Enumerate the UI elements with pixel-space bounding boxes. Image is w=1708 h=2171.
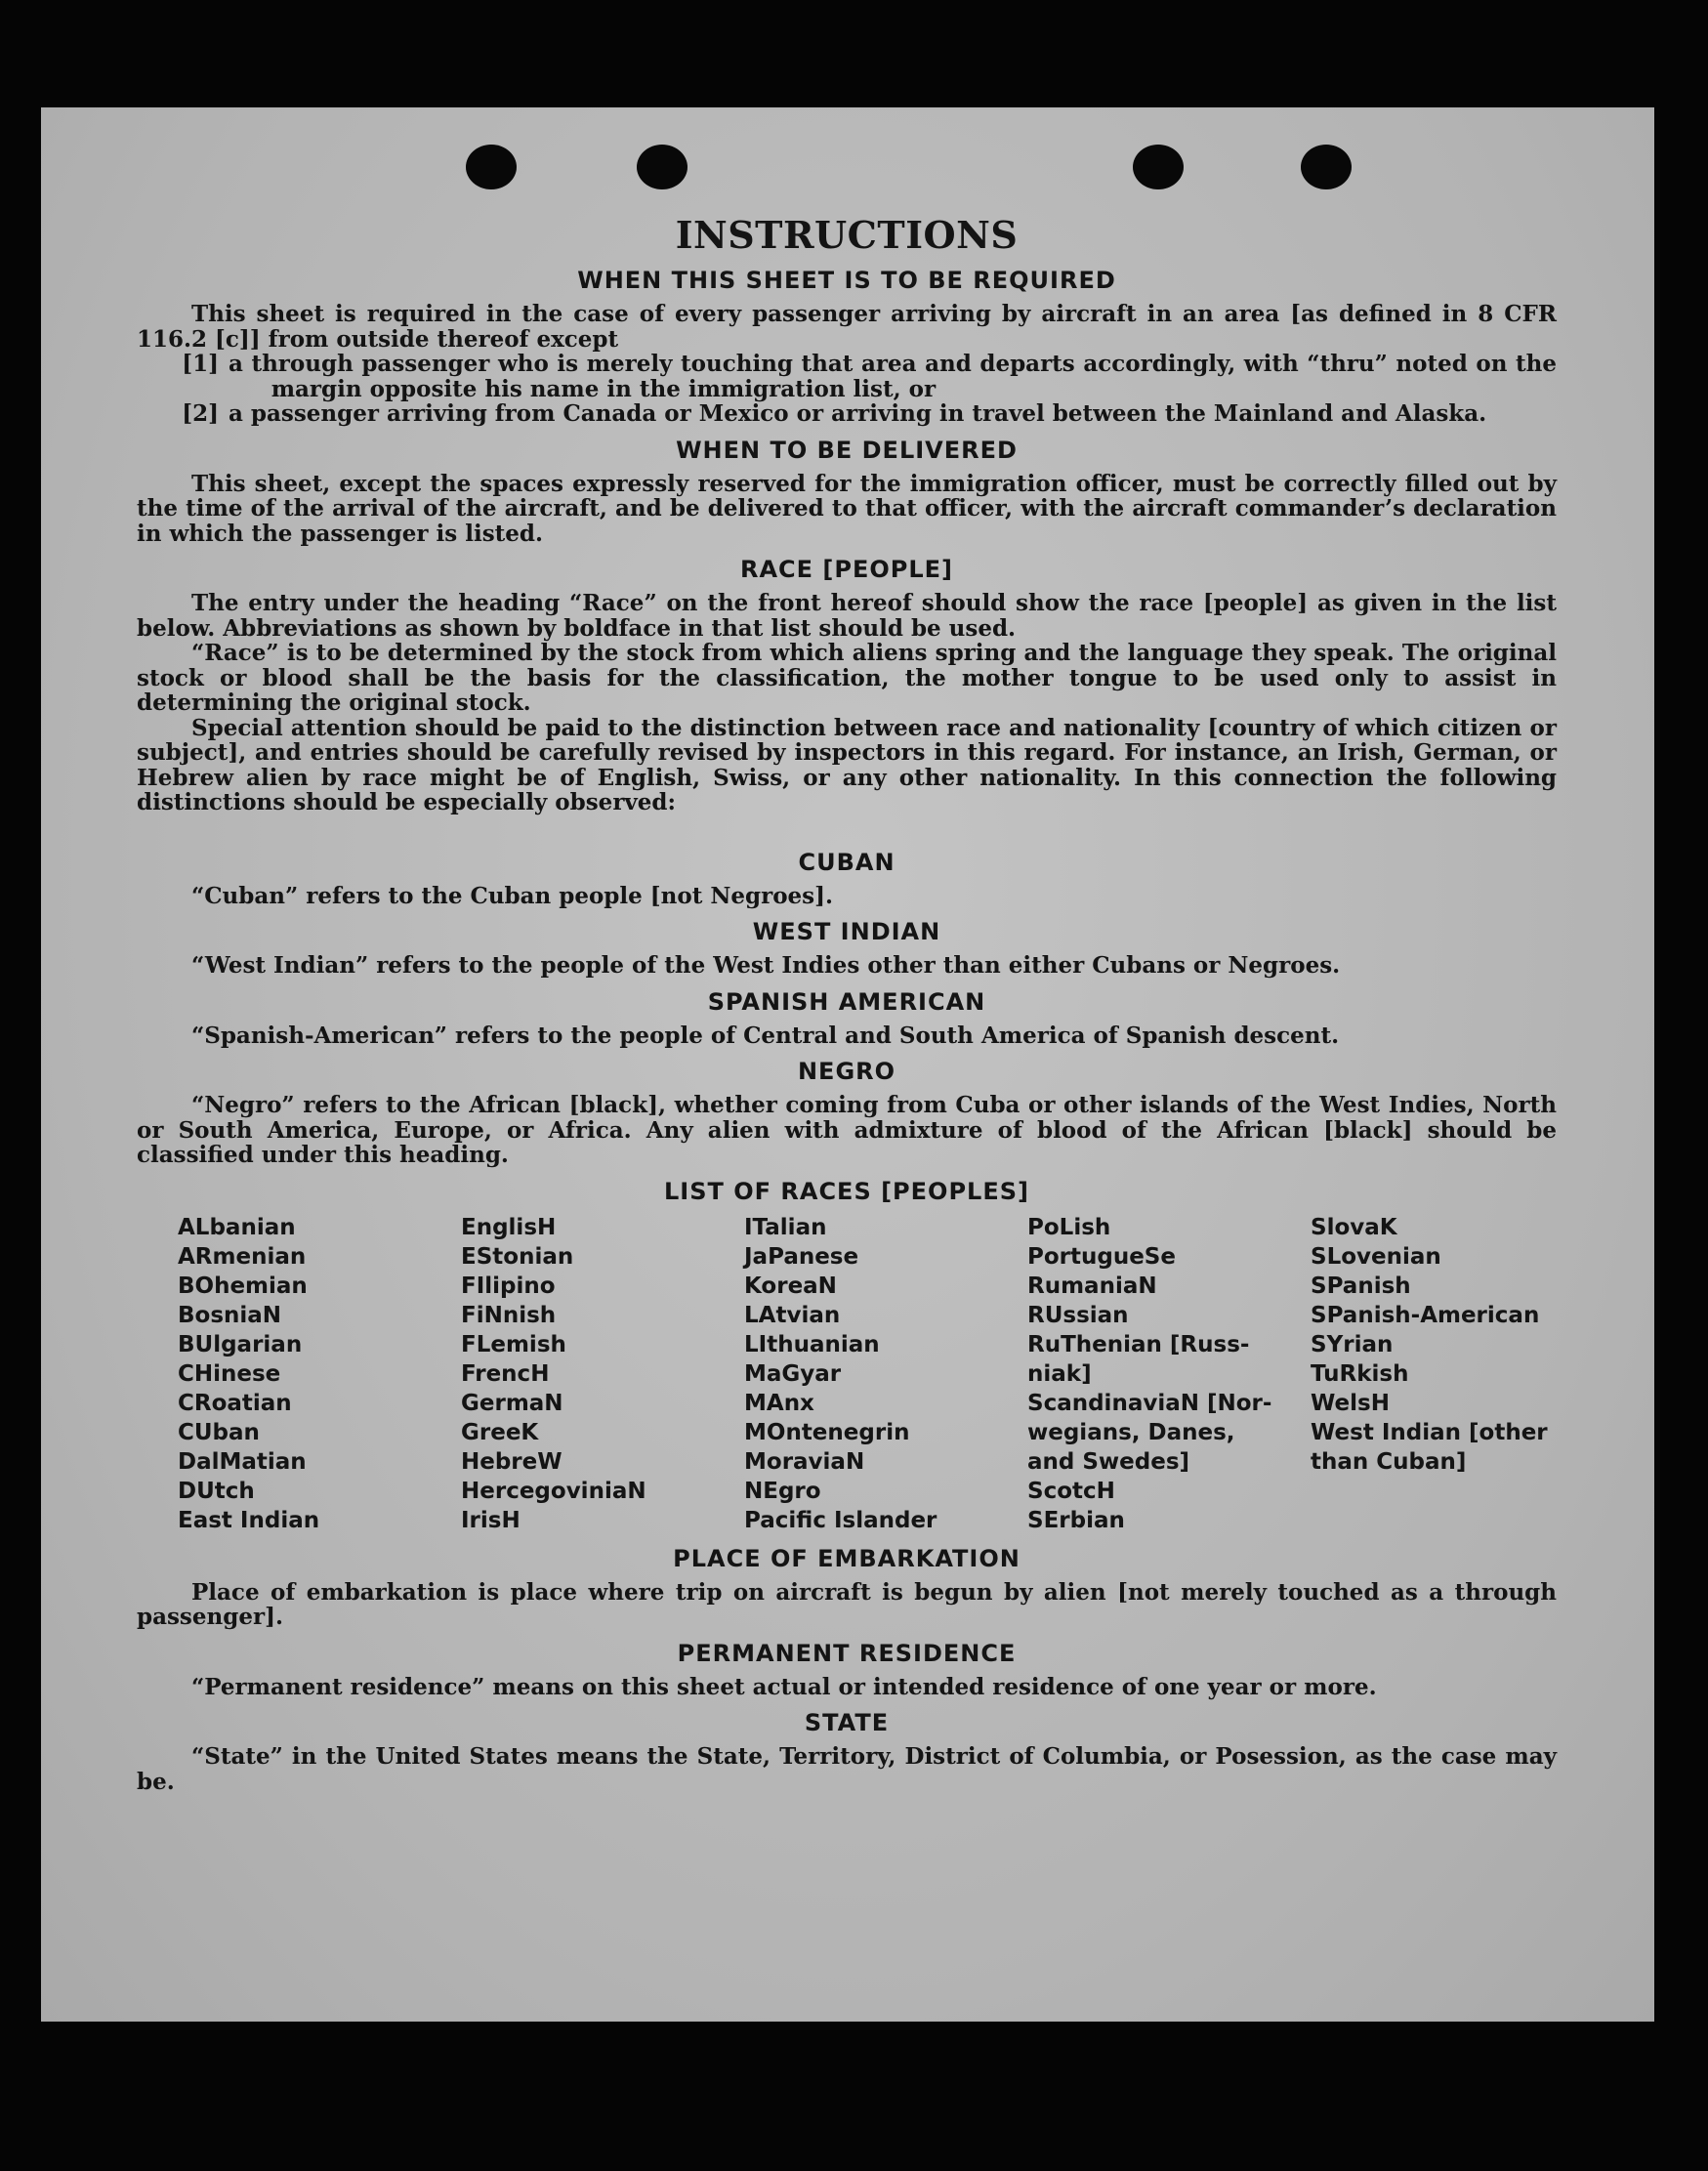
race-entry: EnglisH [461, 1214, 557, 1240]
race-entry: West Indian [other [1311, 1419, 1548, 1445]
race-entry: ALbanian [178, 1214, 296, 1240]
section-heading: STATE [804, 1709, 890, 1736]
race-entry: wegians, Danes, [1027, 1419, 1235, 1445]
race-entry: MAnx [744, 1390, 814, 1416]
race-entry: HercegoviniaN [461, 1478, 646, 1504]
section-heading: RACE [PEOPLE] [739, 556, 954, 583]
race-entry: FiNnish [461, 1302, 557, 1328]
paragraph: This sheet, except the spaces expressly reserved for the immigration officer, must be correctly filled out by the time of the arrival of the aircraft, and be delivered to that officer, with the aircraft commander’s declaration in which the passenger is listed. [137, 470, 1557, 547]
section-heading: CUBAN [798, 848, 896, 876]
race-entry: ScotcH [1027, 1478, 1115, 1504]
race-entry: GermaN [461, 1390, 563, 1416]
race-entry: SLovenian [1311, 1243, 1441, 1270]
race-entry: and Swedes] [1027, 1448, 1190, 1475]
race-entry: Pacific Islander [744, 1507, 937, 1533]
race-entry: ITalian [744, 1214, 827, 1240]
race-entry: DalMatian [178, 1448, 307, 1475]
paragraph: “Spanish-American” refers to the people of Central and South America of Spanish descent. [191, 1022, 1340, 1049]
page-title: INSTRUCTIONS [675, 213, 1019, 257]
item-text: a passenger arriving from Canada or Mexico or arriving in travel between the Mainland and Alaska. [229, 400, 1487, 427]
section-heading: PERMANENT RESIDENCE [677, 1639, 1017, 1667]
section-heading: WHEN TO BE DELIVERED [676, 436, 1018, 464]
race-entry: BOhemian [178, 1273, 308, 1299]
paragraph: This sheet is required in the case of every passenger arriving by aircraft in an area [as defined in 8 CFR 116.2 [c]] from outside thereof except [137, 301, 1557, 353]
section-heading: WHEN THIS SHEET IS TO BE REQUIRED [577, 267, 1116, 294]
race-entry: DUtch [178, 1478, 255, 1504]
race-entry: TuRkish [1311, 1360, 1409, 1387]
race-entry: PortugueSe [1027, 1243, 1176, 1270]
race-entry: LIthuanian [744, 1331, 880, 1357]
item-number: [2] [182, 400, 219, 427]
paragraph: “West Indian” refers to the people of the West Indies other than either Cubans or Negroes. [191, 952, 1341, 979]
race-entry: JaPanese [744, 1243, 859, 1270]
punch-hole [466, 145, 517, 189]
race-entry: niak] [1027, 1360, 1092, 1387]
race-entry: ScandinaviaN [Nor- [1027, 1390, 1272, 1416]
paragraph: “Negro” refers to the African [black], whether coming from Cuba or other islands of the West Indies, North or South America, Europe, or Africa. Any alien with admixture of blood of the African [black] should be classified under this heading. [137, 1092, 1557, 1168]
race-entry: SlovaK [1311, 1214, 1397, 1240]
race-entry: HebreW [461, 1448, 562, 1475]
race-entry: than Cuban] [1311, 1448, 1467, 1475]
item-number: [1] [182, 351, 219, 377]
race-entry: RUssian [1027, 1302, 1129, 1328]
race-entry: FLemish [461, 1331, 566, 1357]
race-entry: LAtvian [744, 1302, 841, 1328]
race-entry: ARmenian [178, 1243, 307, 1270]
race-entry: MaGyar [744, 1360, 842, 1387]
paragraph: The entry under the heading “Race” on the front hereof should show the race [people] as given in the list below. Abbreviations as shown by boldface in that list should be used. [137, 590, 1557, 642]
race-entry: PoLish [1027, 1214, 1111, 1240]
section-heading: NEGRO [797, 1058, 896, 1085]
list-item [137, 401, 1557, 427]
section-heading: LIST OF RACES [PEOPLES] [664, 1177, 1029, 1205]
race-entry: MoraviaN [744, 1448, 865, 1475]
paragraph: Special attention should be paid to the distinction between race and nationality [country of which citizen or subject], and entries should be carefully revised by inspectors in this regard. For instance, an Irish, German, or Hebrew alien by race might be of English, Swiss, or any other nationality. In this connection the following distinctions should be especially observed: [137, 714, 1557, 815]
race-entry: SErbian [1027, 1507, 1125, 1533]
race-entry: CHinese [178, 1360, 281, 1387]
section-heading: PLACE OF EMBARKATION [673, 1544, 1021, 1572]
list-item [137, 352, 1557, 401]
race-entry: IrisH [461, 1507, 521, 1533]
race-entry: BosniaN [178, 1302, 282, 1328]
race-entry: BUlgarian [178, 1331, 303, 1357]
race-entry: FrencH [461, 1360, 550, 1387]
race-entry: SYrian [1311, 1331, 1394, 1357]
race-entry: SPanish-American [1311, 1302, 1540, 1328]
race-entry: WelsH [1311, 1390, 1390, 1416]
race-entry [1311, 1477, 1594, 1506]
section-heading: WEST INDIAN [752, 918, 941, 945]
paragraph: “Race” is to be determined by the stock from which aliens spring and the language they speak. The original stock or blood shall be the basis for the classification, the mother tongue to be used only to assist in determining the original stock. [137, 640, 1557, 716]
race-entry: GreeK [461, 1419, 539, 1445]
race-entry [1311, 1506, 1594, 1535]
race-entry: KoreaN [744, 1273, 837, 1299]
race-entry: CRoatian [178, 1390, 292, 1416]
races-list [178, 1213, 1557, 1535]
punch-hole [1133, 145, 1184, 189]
race-entry: SPanish [1311, 1273, 1411, 1299]
race-entry: MOntenegrin [744, 1419, 910, 1445]
paragraph: “State” in the United States means the State, Territory, District of Columbia, or Posession, as the case may be. [137, 1743, 1557, 1795]
race-entry: RumaniaN [1027, 1273, 1157, 1299]
paragraph: “Cuban” refers to the Cuban people [not Negroes]. [191, 882, 834, 909]
race-entry: FIlipino [461, 1273, 556, 1299]
punch-hole [1301, 145, 1352, 189]
paragraph: “Permanent residence” means on this sheet actual or intended residence of one year or more. [191, 1673, 1377, 1700]
section-heading: SPANISH AMERICAN [707, 987, 986, 1016]
race-entry: EStonian [461, 1243, 574, 1270]
race-entry: NEgro [744, 1478, 821, 1504]
race-entry: CUban [178, 1419, 260, 1445]
race-entry: RuThenian [Russ- [1027, 1331, 1250, 1357]
race-entry: East Indian [178, 1507, 320, 1533]
punch-hole [637, 145, 687, 189]
document-page [41, 107, 1654, 2022]
item-text: a through passenger who is merely touching that area and departs accordingly, with “thru” noted on the margin opposite his name in the immigration list, or [229, 351, 1557, 402]
paragraph: Place of embarkation is place where trip on aircraft is begun by alien [not merely touched as a through passenger]. [137, 1578, 1557, 1630]
